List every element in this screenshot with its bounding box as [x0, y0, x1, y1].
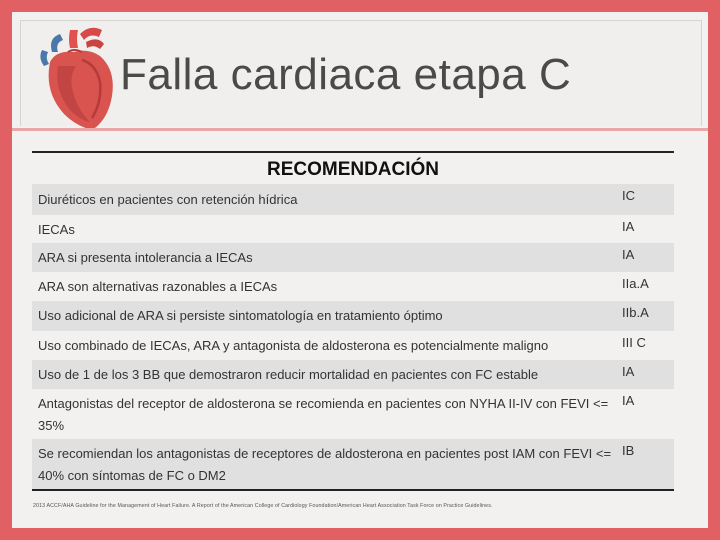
row-text: IECAs — [38, 222, 75, 237]
table-row — [32, 215, 674, 243]
row-text: ARA si presenta intolerancia a IECAs — [38, 250, 253, 265]
row-text: Uso combinado de IECAs, ARA y antagonista de aldosterona es potencialmente maligno — [38, 338, 549, 353]
table-header — [32, 153, 674, 184]
title-divider — [12, 128, 708, 131]
table-row — [32, 439, 674, 489]
row-grade: IIb.A — [622, 305, 649, 320]
page-title: Falla cardiaca etapa C — [120, 50, 572, 99]
row-grade: IA — [622, 247, 635, 262]
table-header-label: RECOMENDACIÓN — [266, 159, 440, 180]
table-bottom-rule — [32, 489, 674, 491]
row-grade: IA — [622, 364, 635, 379]
row-text: Uso de 1 de los 3 BB que demostraron reducir mortalidad en pacientes con FC estable — [38, 367, 539, 382]
row-grade: IB — [622, 443, 635, 458]
row-text: ARA son alternativas razonables a IECAs — [38, 279, 278, 294]
table-row — [32, 243, 674, 272]
table-row — [32, 331, 674, 360]
row-grade: IA — [622, 393, 635, 408]
recommendation-table — [32, 151, 674, 491]
table-row — [32, 301, 674, 331]
citation: 2013 ACCF/AHA Guideline for the Management of Heart Failure. A Report of the American College of Cardiology Foundation/American Heart Association Task Force on Practice Guidelines. — [33, 503, 493, 509]
row-grade: IA — [622, 219, 635, 234]
row-grade: IC — [622, 188, 635, 203]
heart-icon — [30, 22, 120, 132]
row-text: Uso adicional de ARA si persiste sintomatología en tratamiento óptimo — [38, 308, 443, 323]
table-row — [32, 272, 674, 301]
row-text: Se recomiendan los antagonistas de receptores de aldosterona en pacientes post IAM con FEVI <= 40% con síntomas de FC o DM2 — [38, 446, 612, 483]
row-text: Diuréticos en pacientes con retención hídrica — [38, 192, 298, 207]
row-grade: IIa.A — [622, 276, 649, 291]
row-grade: III C — [622, 335, 646, 350]
row-text: Antagonistas del receptor de aldosterona se recomienda en pacientes con NYHA II-IV con FEVI <= 35% — [38, 396, 609, 433]
table-row — [32, 389, 674, 439]
table-row — [32, 184, 674, 215]
table-row — [32, 360, 674, 389]
slide — [12, 12, 708, 528]
